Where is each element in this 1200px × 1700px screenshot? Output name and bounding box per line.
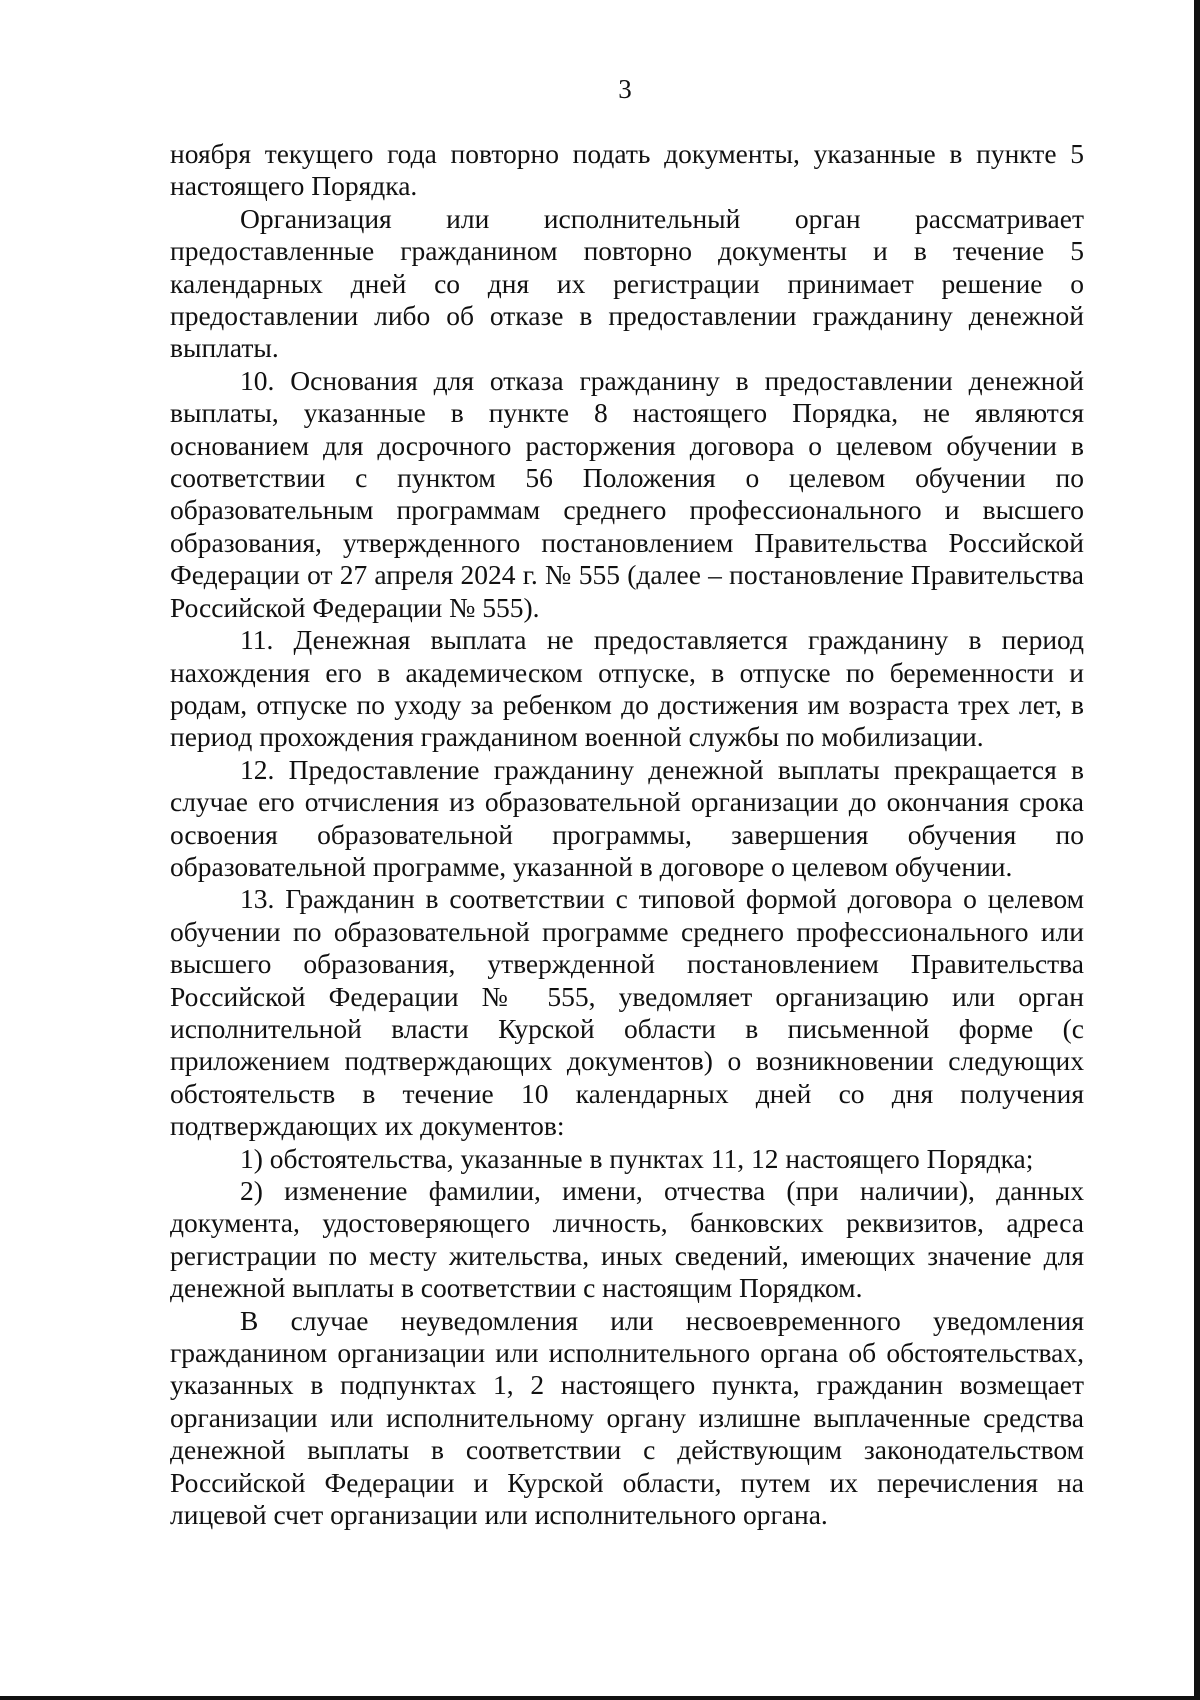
paragraph-continuation: ноября текущего года повторно подать документы, указанные в пункте 5 настоящего Порядка.: [170, 138, 1084, 202]
page-number: 3: [618, 74, 632, 104]
paragraph-item-12: 12. Предоставление гражданину денежной выплаты прекращается в случае его отчисления из образовательной организации до окончания срока освоения образовательной программы, завершения обучения по образовательной программе, указанной в договоре о целевом обучении.: [170, 753, 1084, 882]
scan-edge-bottom: [0, 1696, 1200, 1700]
scan-edge-right: [1194, 0, 1200, 1700]
document-body: [170, 138, 1084, 1531]
paragraph-review-decision: Организация или исполнительный орган рассматривает предоставленные гражданином повторно документы и в течение 5 календарных дней со дня их регистрации принимает решение о предоставлении либо об отказе в предоставлении гражданину денежной выплаты.: [170, 202, 1084, 364]
paragraph-item-13: 13. Гражданин в соответствии с типовой формой договора о целевом обучении по образовательной программе среднего профессионального или высшего образования, утвержденной постановлением Правительства Российской Федерации № 555, уведомляет организацию или орган исполнительной власти Курской области в письменной форме (с приложением подтверждающих документов) о возникновении следующих обстоятельств в течение 10 календарных дней со дня получения подтверждающих их документов:: [170, 883, 1084, 1142]
paragraph-subitem-1: 1) обстоятельства, указанные в пунктах 11, 12 настоящего Порядка;: [240, 1142, 1034, 1174]
paragraph-non-notification: В случае неуведомления или несвоевременного уведомления гражданином организации или исполнительного органа об обстоятельствах, указанных в подпунктах 1, 2 настоящего пункта, гражданин возмещает организации или исполнительному органу излишне выплаченные средства денежной выплаты в соответствии с действующим законодательством Российской Федерации и Курской области, путем их перечисления на лицевой счет организации или исполнительного органа.: [170, 1304, 1084, 1531]
paragraph-item-11: 11. Денежная выплата не предоставляется гражданину в период нахождения его в академическом отпуске, в отпуске по беременности и родам, отпуске по уходу за ребенком до достижения им возраста трех лет, в период прохождения гражданином военной службы по мобилизации.: [170, 624, 1084, 753]
paragraph-item-10: 10. Основания для отказа гражданину в предоставлении денежной выплаты, указанные в пункте 8 настоящего Порядка, не являются основанием для досрочного расторжения договора о целевом обучении в соответствии с пунктом 56 Положения о целевом обучении по образовательным программам среднего профессионального и высшего образования, утвержденного постановлением Правительства Российской Федерации от 27 апреля 2024 г. № 555 (далее – постановление Правительства Российской Федерации № 555).: [170, 364, 1084, 623]
paragraph-subitem-2: 2) изменение фамилии, имени, отчества (при наличии), данных документа, удостоверяющего личность, банковских реквизитов, адреса регистрации по месту жительства, иных сведений, имеющих значение для денежной выплаты в соответствии с настоящим Порядком.: [170, 1175, 1084, 1304]
